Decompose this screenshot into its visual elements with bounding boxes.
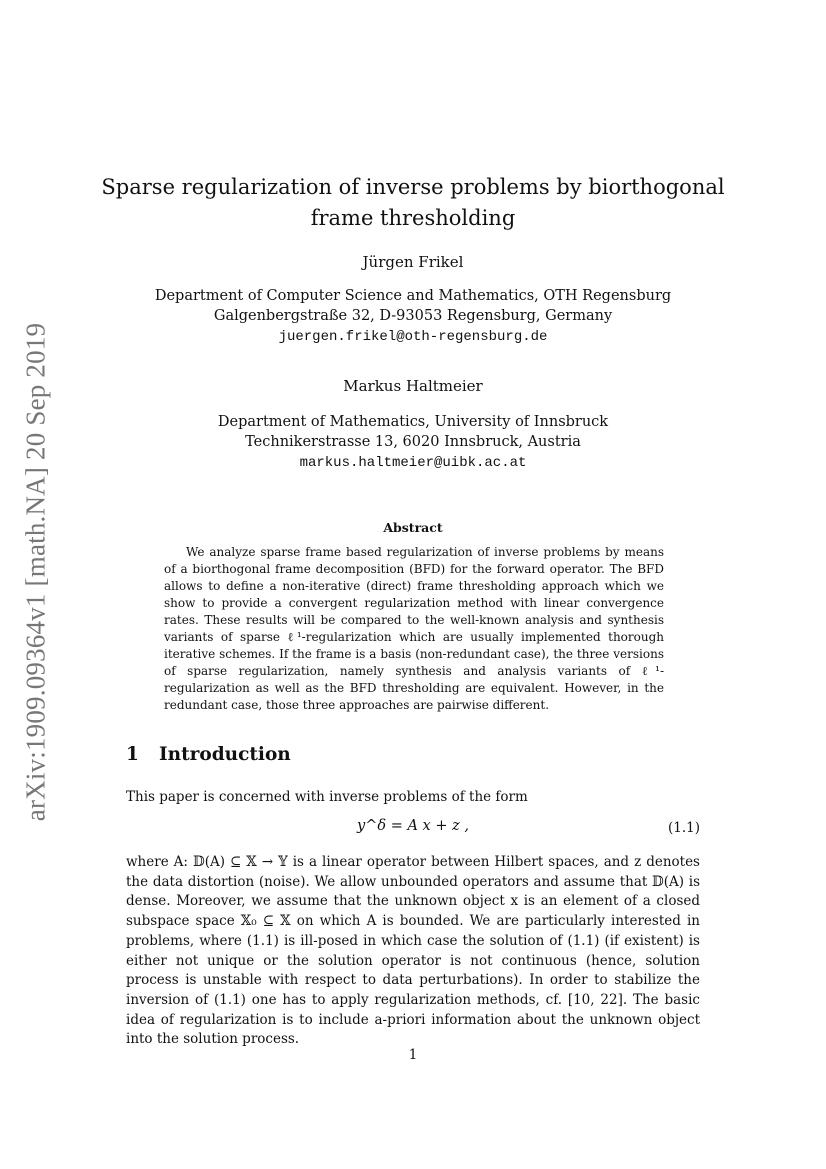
author-email[interactable]: juergen.frikel@oth-regensburg.de [278,329,548,345]
author-affiliation: Department of Computer Science and Mathematics, OTH Regensburg [154,288,672,304]
author-address: Galgenbergstraße 32, D-93053 Regensburg, Germany [213,308,613,324]
equation-number: (1.1) [667,820,700,836]
abstract-heading: Abstract [383,520,443,535]
page-number: 1 [408,1047,418,1063]
author-address: Technikerstrasse 13, 6020 Innsbruck, Austria [245,434,581,450]
equation-1-1 [126,818,700,842]
abstract-text: We analyze sparse frame based regularization of inverse problems by means of a biorthogonal frame decomposition (BFD) for the forward operator. The BFD allows to define a non-iterative (direct) frame thresholding approach which we show to provide a convergent regularization method with linear convergence rates. These results will be compared to the well-known analysis and synthesis variants of sparse ℓ¹-regularization which are usually implemented thorough iterative schemes. If the frame is a basis (non-redundant case), the three versions of sparse regularization, namely synthesis and analysis variants of ℓ¹-regularization as well as the BFD thresholding are equivalent. However, in the redundant case, those three approaches are pairwise different. [164,545,664,712]
section-number: 1 [126,744,139,765]
paper-title: Sparse regularization of inverse problems by biorthogonal frame thresholding [101,175,725,230]
section-title: Introduction [159,744,291,765]
intro-paragraph: where A: 𝔻(A) ⊆ 𝕏 → 𝕐 is a linear operator between Hilbert spaces, and z denotes the data distortion (noise). We allow unbounded operators and assume that 𝔻(A) is dense. Moreover, we assume that the unknown object x is an element of a closed subspace space 𝕏₀ ⊆ 𝕏 on which A is bounded. We are particularly interested in problems, where (1.1) is ill-posed in which case the solution of (1.1) (if existent) is either not unique or the solution operator is not continuous (hence, solution process is unstable with respect to data perturbations). In order to stabilize the inversion of (1.1) one has to apply regularization methods, cf. [10, 22]. The basic idea of regularization is to include a-priori information about the unknown object into the solution process. [126,854,700,1048]
author-name: Jürgen Frikel [362,253,464,271]
author-affiliation: Department of Mathematics, University of Innsbruck [217,414,609,430]
author-name: Markus Haltmeier [343,377,483,395]
equation-body: y^δ = A x + z , [357,818,469,834]
author-email[interactable]: markus.haltmeier@uibk.ac.at [299,455,527,471]
section-heading [126,744,291,765]
intro-sentence: This paper is concerned with inverse problems of the form [126,789,528,805]
arxiv-identifier: arXiv:1909.09364v1 [math.NA] 20 Sep 2019 [20,322,51,822]
